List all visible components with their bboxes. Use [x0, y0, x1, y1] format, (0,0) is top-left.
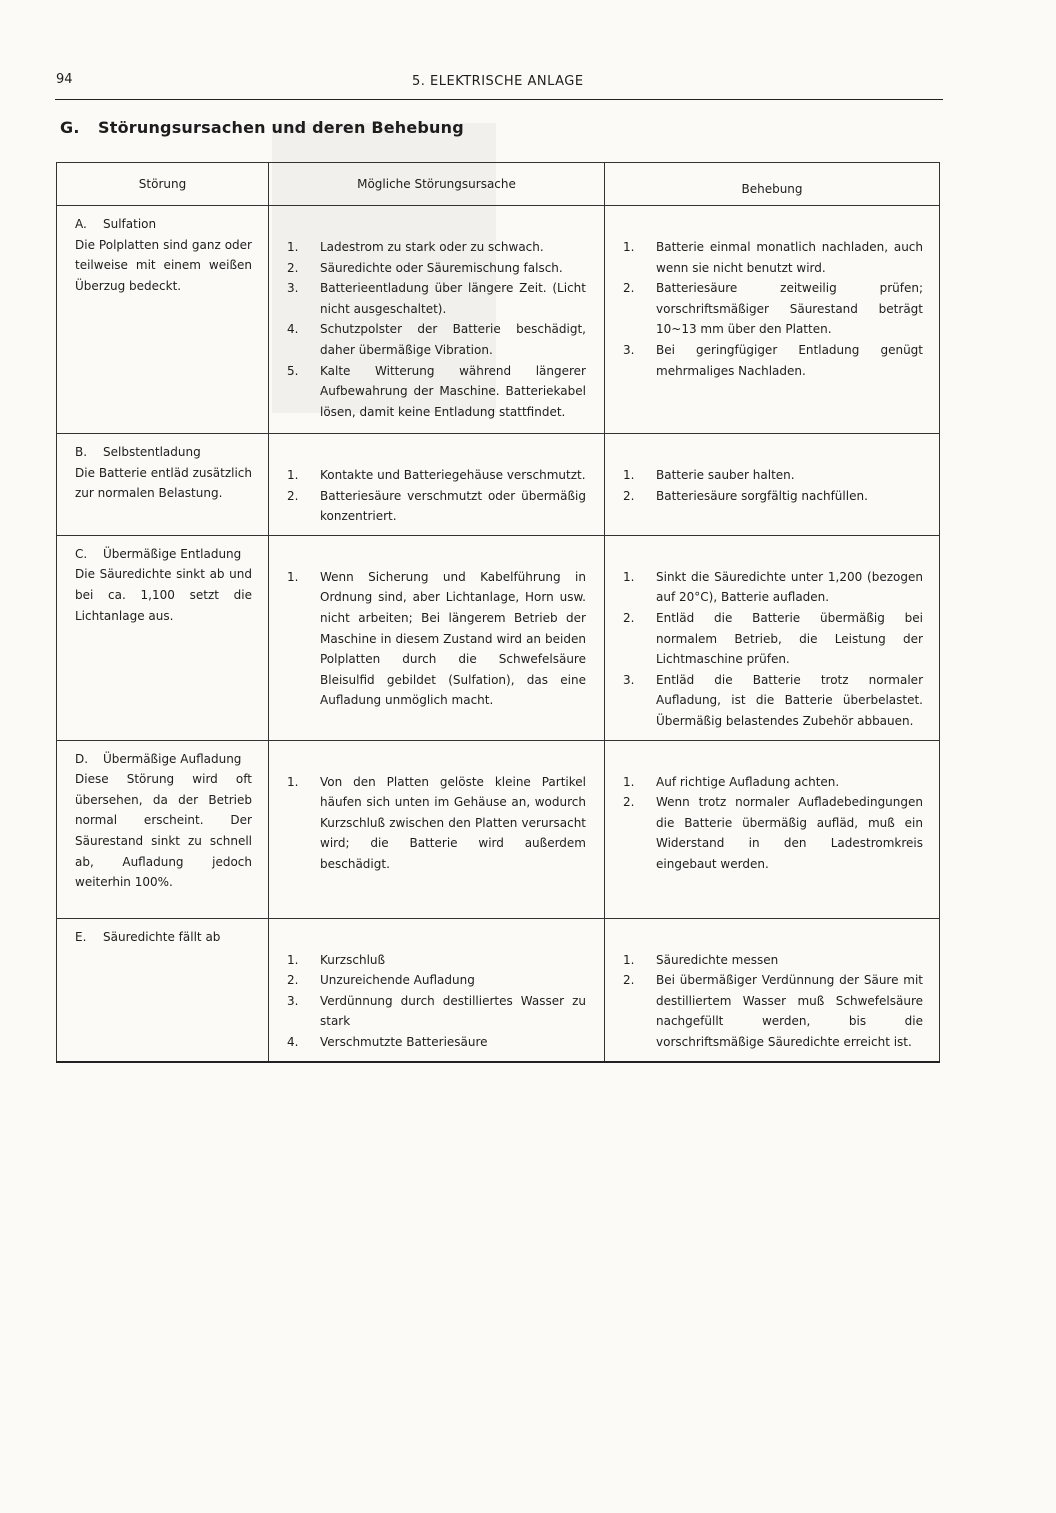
item-number: 3. — [623, 342, 635, 357]
table-row — [57, 535, 940, 740]
fault-cell — [57, 740, 269, 918]
fault-text: Diese Störung wird oft übersehen, da der Betrieb normal erscheint. Der Säurestand sinkt zu schnell ab, Aufladung jedoch weiterhin 100%. — [75, 772, 252, 890]
item-text: Unzureichende Aufladung — [320, 973, 475, 988]
fault-description — [57, 434, 268, 512]
list-item — [623, 950, 923, 971]
item-number: 2. — [287, 973, 299, 988]
fault-cell — [57, 535, 269, 740]
fault-text: Die Polplatten sind ganz oder teilweise mit einem weißen Überzug bedeckt. — [75, 237, 252, 293]
item-number: 4. — [287, 322, 299, 337]
item-text: Säuredichte messen — [656, 952, 779, 967]
fault-title: Säuredichte fällt ab — [103, 929, 221, 944]
table-header-row — [57, 163, 940, 206]
item-text: Entläd die Batterie übermäßig bei normalem Betrieb, die Leistung der Lichtmaschine prüfen. — [656, 610, 923, 667]
item-text: Kalte Witterung während längerer Aufbewahrung der Maschine. Batteriekabel lösen, damit keine Entladung stattfindet. — [320, 363, 586, 419]
item-number: 3. — [287, 281, 299, 296]
fix-list — [605, 741, 939, 883]
item-text: Sinkt die Säuredichte unter 1,200 (bezogen auf 20°C), Batterie aufladen. — [656, 569, 923, 605]
fault-letter: E. — [75, 929, 87, 944]
list-item — [287, 772, 586, 875]
fault-title: Übermäßige Entladung — [103, 546, 242, 561]
header-cause: Mögliche Störungsursache — [269, 163, 605, 206]
fault-description — [57, 206, 268, 304]
fault-letter: B. — [75, 445, 88, 459]
fix-cell — [605, 206, 940, 434]
fault-description — [57, 741, 268, 901]
item-text: Batterieentladung über längere Zeit. (Licht nicht ausgeschaltet). — [320, 281, 586, 316]
item-text: Kurzschluß — [320, 952, 386, 967]
fault-text: Die Säuredichte sinkt ab und bei ca. 1,100 setzt die Lichtanlage aus. — [75, 567, 252, 623]
item-number: 1. — [287, 240, 299, 254]
table-row — [57, 740, 940, 918]
item-number: 1. — [623, 569, 635, 584]
fault-heading — [75, 544, 252, 565]
item-text: Batteriesäure sorgfältig nachfüllen. — [656, 488, 868, 503]
list-item — [287, 486, 586, 527]
fix-cell — [605, 740, 940, 918]
item-number: 2. — [623, 281, 635, 296]
cause-list — [269, 741, 604, 883]
page-number: 94 — [56, 72, 73, 87]
item-text: Schutzpolster der Batterie beschädigt, daher übermäßige Vibration. — [320, 322, 586, 357]
header-fault: Störung — [57, 163, 269, 206]
list-item — [287, 991, 586, 1032]
list-item — [287, 278, 586, 319]
cause-cell — [269, 535, 605, 740]
item-number: 1. — [623, 774, 635, 789]
item-number: 2. — [623, 973, 635, 988]
list-item — [623, 486, 923, 507]
item-number: 2. — [623, 795, 635, 810]
fault-title: Übermäßige Aufladung — [103, 751, 242, 766]
item-text: Säuredichte oder Säuremischung falsch. — [320, 260, 563, 275]
list-item — [287, 237, 586, 258]
fault-letter: C. — [75, 546, 88, 561]
item-text: Wenn trotz normaler Aufladebedingungen die Batterie übermäßig aufläd, muß ein Widerstand in den Ladestromkreis eingebaut werden. — [656, 795, 923, 871]
table-row — [57, 918, 940, 1061]
cause-cell — [269, 206, 605, 434]
section-title — [60, 118, 464, 137]
cause-cell — [269, 434, 605, 536]
item-number: 1. — [287, 774, 299, 789]
section-title-text: Störungsursachen und deren Behebung — [98, 118, 464, 137]
cause-list — [269, 536, 604, 719]
fault-heading — [75, 442, 252, 463]
fault-heading — [75, 927, 252, 948]
fault-heading — [75, 214, 252, 235]
list-item — [287, 319, 586, 360]
fault-description — [57, 536, 268, 634]
fix-list — [605, 919, 939, 1061]
fix-list — [605, 536, 939, 740]
list-item — [287, 567, 586, 711]
item-text: Ladestrom zu stark oder zu schwach. — [320, 240, 544, 254]
fault-title: Sulfation — [103, 217, 157, 231]
item-text: Kontakte und Batteriegehäuse verschmutzt. — [320, 468, 586, 482]
list-item — [623, 237, 923, 278]
item-number: 1. — [623, 952, 635, 967]
item-number: 3. — [287, 993, 299, 1008]
fault-text: Die Batterie entläd zusätzlich zur normalen Belastung. — [75, 465, 252, 501]
item-number: 1. — [287, 569, 299, 584]
item-number: 1. — [623, 240, 635, 254]
list-item — [287, 361, 586, 423]
fault-letter: A. — [75, 217, 87, 231]
list-item — [623, 465, 923, 486]
table-row — [57, 206, 940, 434]
item-text: Von den Platten gelöste kleine Partikel häufen sich unten im Gehäuse an, wodurch Kurzschluß zwischen den Platten verursacht wird; die Batterie wird außerdem beschädigt. — [320, 774, 586, 871]
item-text: Entläd die Batterie trotz normaler Aufladung, ist die Batterie überbelastet. Übermäßig belastendes Zubehör abbauen. — [656, 672, 923, 728]
list-item — [287, 258, 586, 279]
item-text: Batterie einmal monatlich nachladen, auch wenn sie nicht benutzt wird. — [656, 240, 923, 275]
fix-list — [605, 206, 939, 389]
list-item — [287, 1032, 586, 1053]
item-number: 1. — [287, 468, 299, 482]
cause-list — [269, 919, 604, 1061]
header-fix: Behebung — [605, 163, 940, 206]
fault-cell — [57, 206, 269, 434]
item-text: Auf richtige Aufladung achten. — [656, 774, 840, 789]
fix-cell — [605, 918, 940, 1061]
fix-list — [605, 434, 939, 514]
item-text: Batteriesäure zeitweilig prüfen; vorschriftsmäßiger Säurestand beträgt 10~13 mm über den Platten. — [656, 281, 923, 337]
cause-cell — [269, 918, 605, 1061]
header-rule — [55, 99, 943, 100]
list-item — [287, 950, 586, 971]
item-number: 2. — [287, 488, 299, 503]
cause-list — [269, 206, 604, 430]
list-item — [623, 792, 923, 874]
list-item — [623, 567, 923, 608]
list-item — [287, 465, 586, 486]
chapter-header: 5. ELEKTRISCHE ANLAGE — [412, 74, 584, 89]
item-text: Wenn Sicherung und Kabelführung in Ordnung sind, aber Lichtanlage, Horn usw. nicht arbeiten; Bei längerem Betrieb der Maschine in diesem Zustand wird an beiden Polplatten durch die Schwefelsäure Bleisulfid gebildet (Sulfation), das eine Aufladung unmöglich macht. — [320, 569, 586, 708]
fault-table — [56, 162, 940, 1063]
fault-description — [57, 919, 268, 956]
fault-cell — [57, 918, 269, 1061]
item-text: Verdünnung durch destilliertes Wasser zu stark — [320, 993, 586, 1029]
list-item — [287, 970, 586, 991]
list-item — [623, 340, 923, 381]
item-number: 3. — [623, 672, 635, 687]
fix-cell — [605, 535, 940, 740]
item-number: 2. — [623, 610, 635, 625]
item-text: Verschmutzte Batteriesäure — [320, 1034, 488, 1049]
fault-title: Selbstentladung — [103, 445, 201, 459]
list-item — [623, 670, 923, 732]
list-item — [623, 608, 923, 670]
list-item — [623, 278, 923, 340]
cause-cell — [269, 740, 605, 918]
item-number: 4. — [287, 1034, 299, 1049]
item-text: Batterie sauber halten. — [656, 468, 795, 482]
list-item — [623, 970, 923, 1052]
section-letter: G. — [60, 118, 80, 137]
item-number: 2. — [287, 260, 299, 275]
item-text: Bei übermäßiger Verdünnung der Säure mit destilliertem Wasser muß Schwefelsäure nachgefüllt werden, bis die vorschriftsmäßige Säuredichte erreicht ist. — [656, 973, 923, 1049]
item-number: 1. — [287, 952, 299, 967]
item-number: 5. — [287, 363, 299, 378]
table-row — [57, 434, 940, 536]
fault-heading — [75, 749, 252, 770]
item-number: 1. — [623, 468, 635, 482]
fault-letter: D. — [75, 751, 89, 766]
list-item — [623, 772, 923, 793]
fault-cell — [57, 434, 269, 536]
item-text: Bei geringfügiger Entladung genügt mehrmaliges Nachladen. — [656, 342, 923, 378]
fix-cell — [605, 434, 940, 536]
item-number: 2. — [623, 488, 635, 503]
item-text: Batteriesäure verschmutzt oder übermäßig konzentriert. — [320, 488, 586, 524]
cause-list — [269, 434, 604, 535]
